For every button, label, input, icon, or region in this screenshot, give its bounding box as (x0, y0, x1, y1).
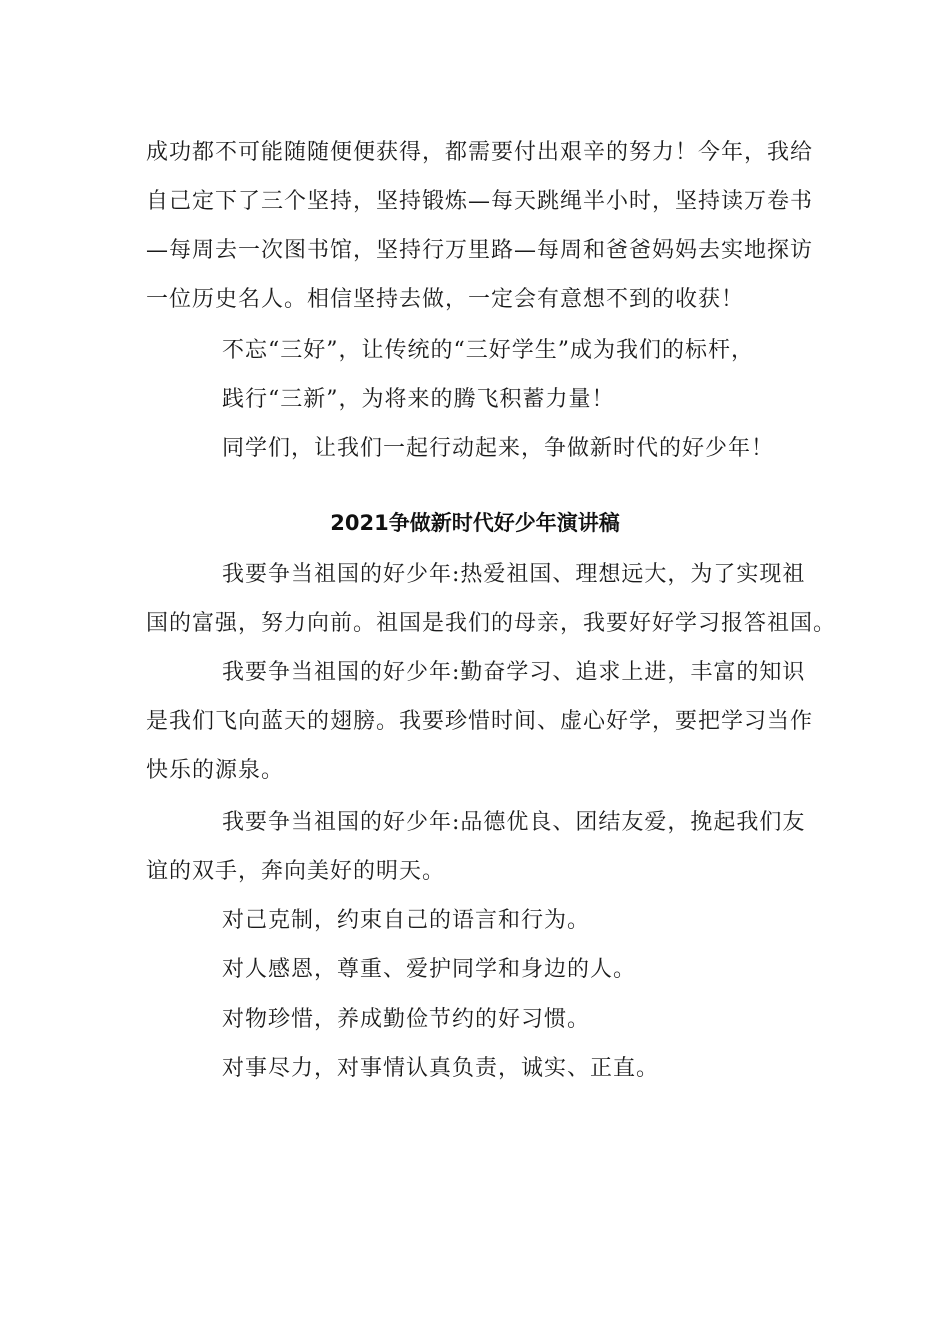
text-line: 对己克制，约束自己的语言和行为。 (222, 908, 591, 933)
text-line: 国的富强，努力向前。祖国是我们的母亲，我要好好学习报答祖国。 (146, 611, 837, 636)
text-line: 同学们，让我们一起行动起来，争做新时代的好少年！ (222, 436, 775, 461)
text-line: 我要争当祖国的好少年:品德优良、团结友爱，挽起我们友 (222, 810, 806, 835)
text-line: 我要争当祖国的好少年:勤奋学习、追求上进，丰富的知识 (222, 660, 806, 685)
text-line: 谊的双手，奔向美好的明天。 (146, 859, 446, 884)
text-line: 是我们飞向蓝天的翅膀。我要珍惜时间、虚心好学，要把学习当作 (146, 709, 814, 734)
text-line: 对事尽力，对事情认真负责，诚实、正直。 (222, 1056, 660, 1081)
text-line: —每周去一次图书馆，坚持行万里路—每周和爸爸妈妈去实地探访 (146, 238, 814, 263)
text-line: 自己定下了三个坚持，坚持锻炼—每天跳绳半小时，坚持读万卷书 (146, 189, 814, 214)
text-line: 一位历史名人。相信坚持去做，一定会有意想不到的收获！ (146, 287, 745, 312)
text-line: 践行“三新”，为将来的腾飞积蓄力量！ (222, 387, 615, 412)
text-line: 不忘“三好”，让传统的“三好学生”成为我们的标杆， (222, 338, 754, 363)
text-line: 快乐的源泉。 (146, 758, 285, 783)
document-title: 2021争做新时代好少年演讲稿 (330, 511, 620, 535)
text-line: 成功都不可能随随便便获得，都需要付出艰辛的努力！今年，我给 (146, 140, 814, 165)
text-line: 我要争当祖国的好少年:热爱祖国、理想远大，为了实现祖 (222, 562, 806, 587)
text-line: 对物珍惜，养成勤俭节约的好习惯。 (222, 1007, 591, 1032)
text-line: 对人感恩，尊重、爱护同学和身边的人。 (222, 957, 637, 982)
